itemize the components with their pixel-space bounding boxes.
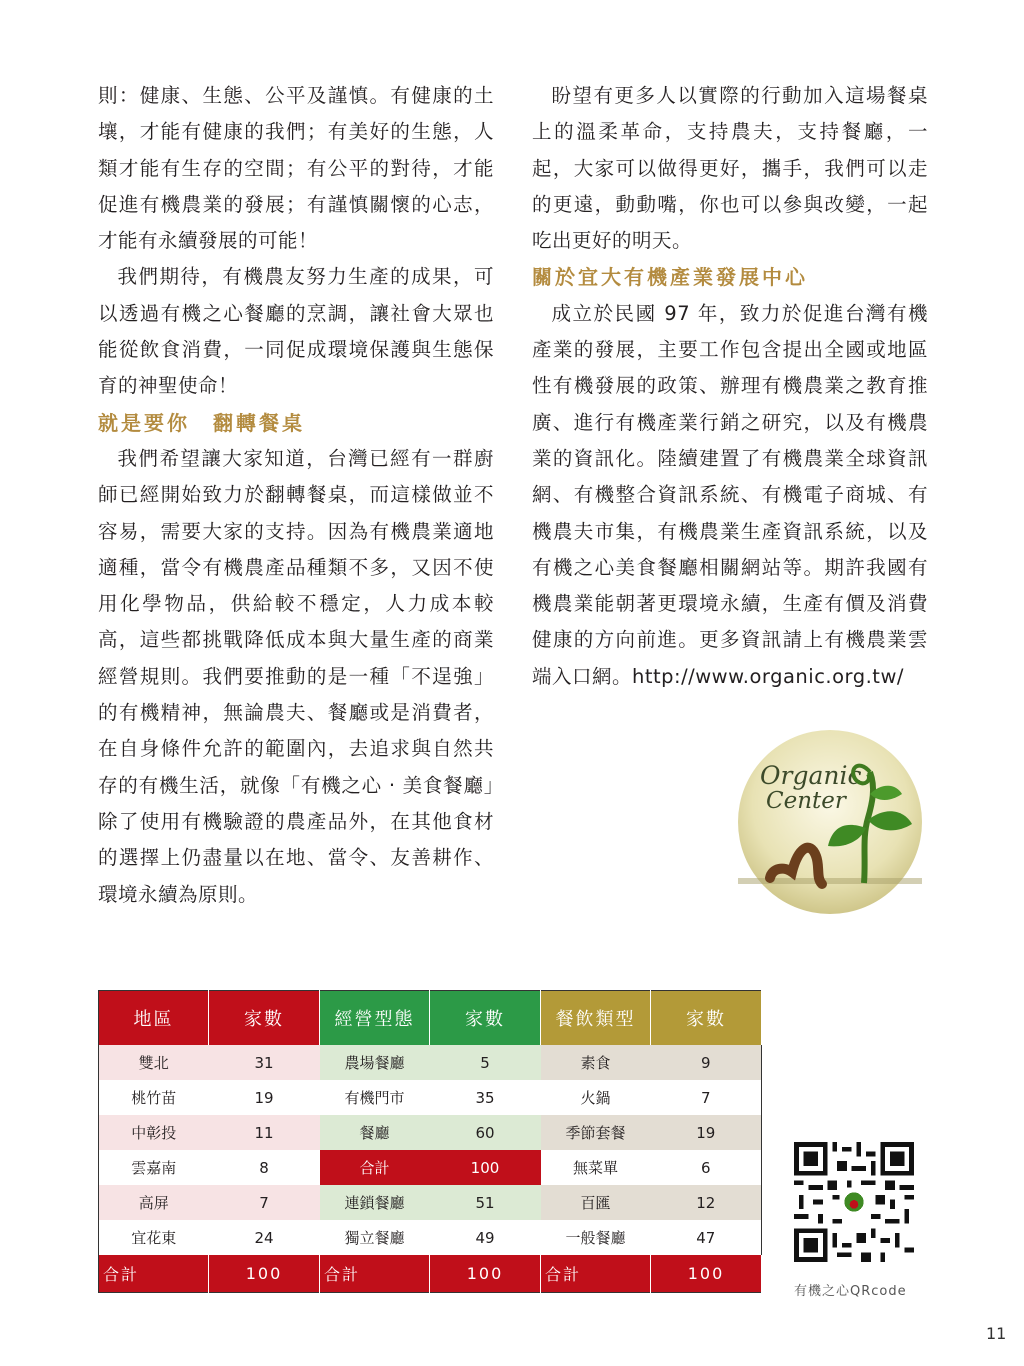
table-cell: 12	[651, 1185, 762, 1220]
table-row	[99, 1080, 762, 1115]
table-cell: 6	[651, 1150, 762, 1185]
table-row	[99, 1150, 762, 1185]
table-cell-subtotal: 合計	[320, 1150, 430, 1185]
header-count: 家數	[651, 991, 762, 1046]
table-cell: 19	[651, 1115, 762, 1150]
table-cell: 24	[209, 1220, 320, 1255]
header-dining-type: 餐飲類型	[541, 991, 651, 1046]
page-number: 11	[986, 1324, 1007, 1343]
right-paragraph-1: 盼望有更多人以實際的行動加入這場餐桌上的溫柔革命，支持農夫，支持餐廳，一起，大家可以做得更好，攜手，我們可以走的更遠，動動嘴，你也可以參與改變，一起吃出更好的明天。	[532, 84, 928, 253]
table-cell-subtotal: 100	[430, 1150, 541, 1185]
table-cell: 季節套餐	[541, 1115, 651, 1150]
table-row	[99, 1115, 762, 1150]
table-row	[99, 1045, 762, 1080]
table-cell: 8	[209, 1150, 320, 1185]
table-cell: 35	[430, 1080, 541, 1115]
header-count: 家數	[430, 991, 541, 1046]
right-paragraph-2: 成立於民國 97 年，致力於促進台灣有機產業的發展，主要工作包含提出全國或地區性有機發展的政策、辦理有機農業之教育推廣、進行有機產業行銷之研究，以及有機農業的資訊化。陸續建置了有機農業全球資訊網、有機整合資訊系統、有機電子商城、有機農夫市集，有機農業生產資訊系統，以及有機之心美食餐廳相關網站等。期許我國有機農業能朝著更環境永續，生產有價及消費健康的方向前進。更多資訊請上有機農業雲端入口網。http://www.organic.org.tw/	[532, 301, 928, 688]
total-label: 合計	[541, 1255, 651, 1293]
table-cell: 11	[209, 1115, 320, 1150]
qr-caption: 有機之心QRcode	[794, 1284, 907, 1299]
table-cell: 9	[651, 1045, 762, 1080]
total-value: 100	[651, 1255, 762, 1293]
table-cell: 7	[651, 1080, 762, 1115]
table-cell: 一般餐廳	[541, 1220, 651, 1255]
left-column	[98, 78, 494, 913]
table-cell: 火鍋	[541, 1080, 651, 1115]
table-cell: 49	[430, 1220, 541, 1255]
section-heading-about-center: 關於宜大有機產業發展中心	[532, 265, 808, 290]
table-cell: 7	[209, 1185, 320, 1220]
total-label: 合計	[99, 1255, 209, 1293]
table-cell: 餐廳	[320, 1115, 430, 1150]
organic-center-logo	[736, 728, 924, 916]
total-label: 合計	[320, 1255, 430, 1293]
left-paragraph-1: 則：健康、生態、公平及謹慎。有健康的土壤，才能有健康的我們；有美好的生態，人類才能有生存的空間；有公平的對待，才能促進有機農業的發展；有謹慎關懷的心志，才能有永續發展的可能！	[98, 84, 494, 253]
table-cell: 桃竹苗	[99, 1080, 209, 1115]
header-count: 家數	[209, 991, 320, 1046]
table-row	[99, 1185, 762, 1220]
total-value: 100	[430, 1255, 541, 1293]
right-column	[532, 78, 928, 695]
table-cell: 有機門市	[320, 1080, 430, 1115]
table-row	[99, 1220, 762, 1255]
table-cell: 高屏	[99, 1185, 209, 1220]
table-cell: 獨立餐廳	[320, 1220, 430, 1255]
table-total-row	[99, 1255, 762, 1293]
table-cell: 素食	[541, 1045, 651, 1080]
header-region: 地區	[99, 991, 209, 1046]
qr-code-icon[interactable]	[794, 1142, 914, 1262]
table-header-row	[99, 991, 762, 1046]
table-cell: 宜花東	[99, 1220, 209, 1255]
left-paragraph-3: 我們希望讓大家知道，台灣已經有一群廚師已經開始致力於翻轉餐桌，而這樣做並不容易，需要大家的支持。因為有機農業適地適種，當令有機農產品種類不多，又因不使用化學物品，供給較不穩定，人力成本較高，這些都挑戰降低成本與大量生產的商業經營規則。我們要推動的是一種「不逞強」的有機精神，無論農夫、餐廳或是消費者，在自身條件允許的範圍內，去追求與自然共存的有機生活，就像「有機之心 ‧ 美食餐廳」除了使用有機驗證的農產品外，在其他食材的選擇上仍盡量以在地、當令、友善耕作、環境永續為原則。	[98, 446, 494, 906]
restaurant-stats-table	[98, 990, 762, 1293]
table-cell: 19	[209, 1080, 320, 1115]
table-cell: 雲嘉南	[99, 1150, 209, 1185]
table-cell: 無菜單	[541, 1150, 651, 1185]
table-cell: 百匯	[541, 1185, 651, 1220]
left-paragraph-2: 我們期待，有機農友努力生產的成果，可以透過有機之心餐廳的烹調，讓社會大眾也能從飲食消費，一同促成環境保護與生態保育的神聖使命！	[98, 265, 494, 398]
table-cell: 51	[430, 1185, 541, 1220]
table-cell: 31	[209, 1045, 320, 1080]
table-cell: 農場餐廳	[320, 1045, 430, 1080]
table-cell: 雙北	[99, 1045, 209, 1080]
section-heading-flip-table: 就是要你 翻轉餐桌	[98, 410, 305, 435]
table-cell: 連鎖餐廳	[320, 1185, 430, 1220]
table-cell: 60	[430, 1115, 541, 1150]
table-cell: 中彰投	[99, 1115, 209, 1150]
table-cell: 47	[651, 1220, 762, 1255]
table-cell: 5	[430, 1045, 541, 1080]
logo-text-line1: Organic	[760, 761, 862, 790]
header-business-type: 經營型態	[320, 991, 430, 1046]
total-value: 100	[209, 1255, 320, 1293]
logo-text-line2: Center	[766, 788, 846, 814]
